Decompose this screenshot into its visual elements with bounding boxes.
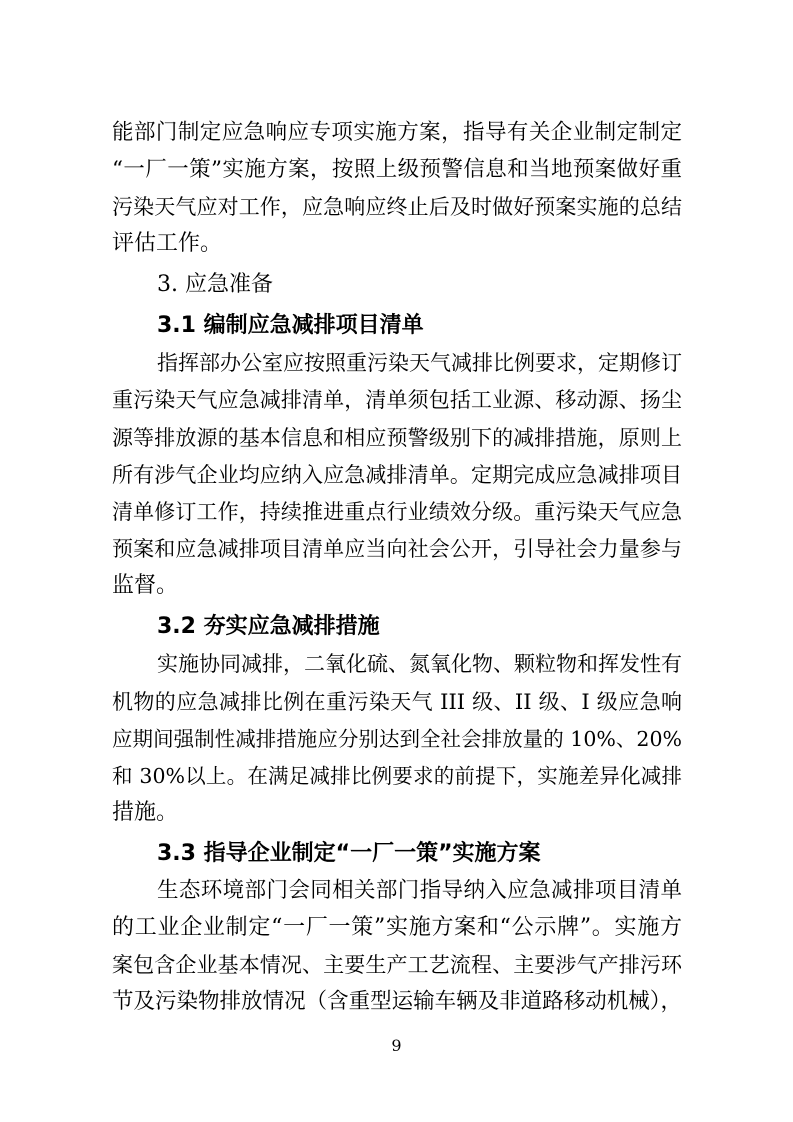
paragraph-line: 机物的应急减排比例在重污染天气 III 级、II 级、I 级应急响 [112, 690, 682, 714]
paragraph-line: 评估工作。 [112, 231, 223, 256]
section-heading: 3. 应急准备 [157, 272, 273, 297]
paragraph-line: 和 30%以上。在满足减排比例要求的前提下，实施差异化减排 [112, 764, 682, 788]
paragraph-line: 案包含企业基本情况、主要生产工艺流程、主要涉气产排污环 [112, 953, 682, 977]
page-number: 9 [391, 1036, 402, 1055]
paragraph-line: 源等排放源的基本信息和相应预警级别下的减排措施，原则上 [112, 426, 682, 450]
paragraph-line: 应期间强制性减排措施应分别达到全社会排放量的 10%、20% [112, 727, 682, 751]
paragraph-line: 实施协同减排，二氧化硫、氮氧化物、颗粒物和挥发性有 [157, 652, 682, 676]
paragraph-line: 能部门制定应急响应专项实施方案，指导有关企业制定制定 [112, 120, 682, 145]
paragraph-line: 节及污染物排放情况（含重型运输车辆及非道路移动机械）， [112, 989, 682, 1014]
paragraph-line: 污染天气应对工作，应急响应终止后及时做好预案实施的总结 [112, 195, 682, 219]
paragraph-line: 的工业企业制定“一厂一策”实施方案和“公示牌”。实施方 [112, 915, 682, 940]
paragraph-line: 所有涉气企业均应纳入应急减排清单。定期完成应急减排项目 [112, 463, 682, 487]
paragraph-line: 预案和应急减排项目清单应当向社会公开，引导社会力量参与 [112, 537, 682, 561]
paragraph-line: 指挥部办公室应按照重污染天气减排比例要求，定期修订 [157, 351, 682, 375]
subsection-heading: 3.3 指导企业制定“一厂一策”实施方案 [157, 841, 541, 866]
paragraph-line: “一厂一策”实施方案，按照上级预警信息和当地预案做好重 [112, 157, 682, 182]
paragraph-line: 清单修订工作，持续推进重点行业绩效分级。重污染天气应急 [112, 500, 682, 524]
paragraph-line: 生态环境部门会同相关部门指导纳入应急减排项目清单 [157, 878, 682, 903]
paragraph-line: 重污染天气应急减排清单，清单须包括工业源、移动源、扬尘 [112, 388, 682, 412]
subsection-heading: 3.1 编制应急减排项目清单 [157, 313, 424, 338]
subsection-heading: 3.2 夯实应急减排措施 [157, 614, 380, 639]
paragraph-line: 监督。 [112, 573, 179, 598]
paragraph-line: 措施。 [112, 800, 179, 825]
